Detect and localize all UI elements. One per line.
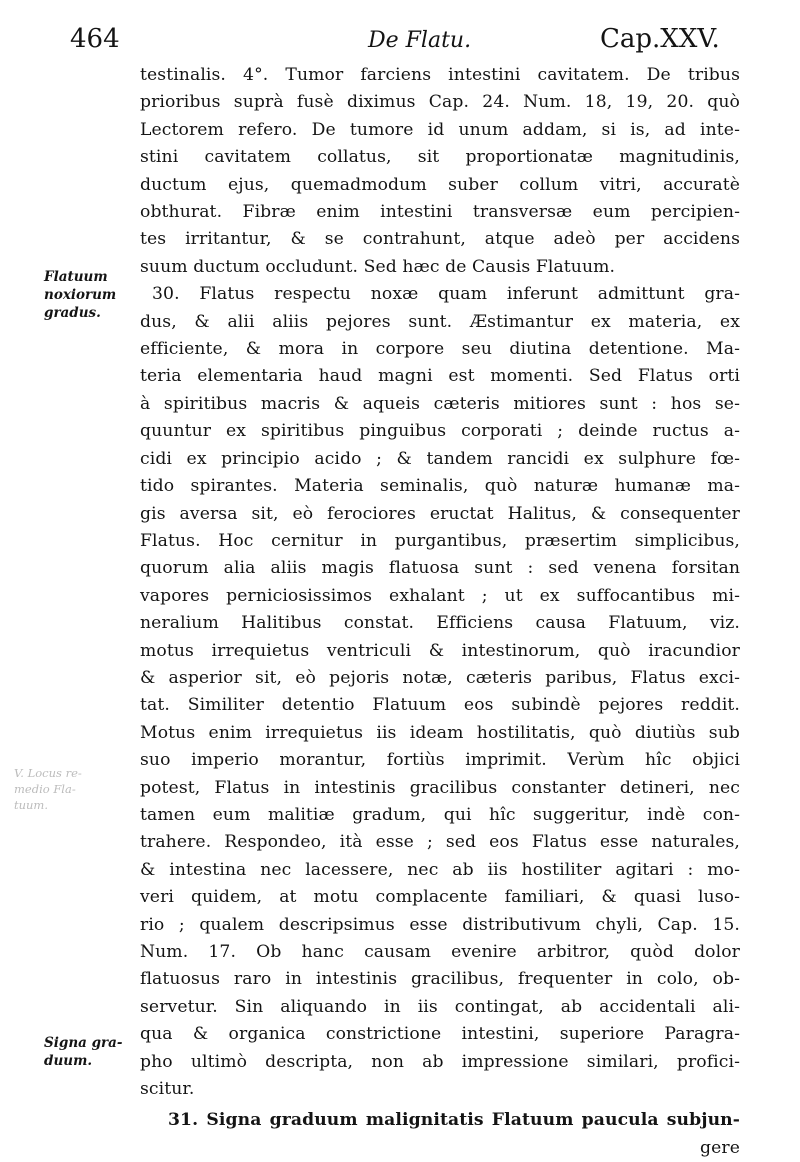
text-line: vapores perniciosissimos exhalant ; ut ex suffocantibus mi- [140, 585, 740, 606]
text-line: scitur. [140, 1079, 195, 1100]
text-line: quuntur ex spiritibus pinguibus corporati ; deinde ructus a- [140, 421, 740, 442]
running-title: De Flatu. [368, 28, 472, 53]
text-line: stini cavitatem collatus, sit proportionatæ magnitudinis, [140, 147, 740, 168]
text-line: suum ductum occludunt. Sed hæc de Causis Flatuum. [140, 256, 616, 277]
text-line: Flatus. Hoc cernitur in purgantibus, præsertim simplicibus, [140, 530, 740, 551]
text-line: à spiritibus macris & aqueis cæteris mitiores sunt : hos se- [140, 393, 740, 414]
text-line: & asperior sit, eò pejoris notæ, cæteris paribus, Flatus exci- [140, 667, 740, 688]
text-line: potest, Flatus in intestinis gracilibus constanter detineri, nec [140, 777, 740, 798]
text-line: tamen eum malitiæ gradum, qui hîc suggeritur, indè con- [140, 804, 740, 825]
text-line: gis aversa sit, eò ferociores eructat Halitus, & consequenter [140, 503, 740, 524]
text-line: Num. 17. Ob hanc causam evenire arbitror, quòd dolor [140, 942, 740, 962]
text-line: efficiente, & mora in corpore seu diutina detentione. Ma- [140, 339, 740, 360]
text-line: tido spirantes. Materia seminalis, quò naturæ humanæ ma- [140, 476, 740, 497]
text-line: Lectorem refero. De tumore id unum addam, si is, ad inte- [140, 119, 740, 140]
text-line: motus irrequietus ventriculi & intestinorum, quò iracundior [140, 640, 740, 661]
text-line: ductum ejus, quemadmodum suber collum vitri, accuratè [140, 174, 740, 195]
text-line: servetur. Sin aliquando in iis contingat, ab accidentali ali- [140, 996, 740, 1017]
text-line: Motus enim irrequietus iis ideam hostilitatis, quò diutiùs sub [140, 722, 740, 743]
margin-note-signa-graduum: Signa gra- duum. [44, 1035, 123, 1069]
body-text [140, 62, 740, 1162]
text-line: neralium Halitibus constat. Efficiens causa Flatuum, viz. [140, 613, 740, 634]
catchword: gere [700, 1137, 740, 1158]
text-line: pho ultimò descripta, non ab impressione similari, profici- [140, 1051, 740, 1072]
text-line: testinalis. 4°. Tumor farciens intestini cavitatem. De tribus [140, 65, 740, 85]
page-number: 464 [70, 24, 120, 54]
text-line: suo imperio morantur, fortiùs imprimit. Verùm hîc objici [140, 750, 740, 771]
paragraph-30-start: 30. Flatus respectu noxæ quam inferunt admittunt gra- [152, 284, 740, 305]
text-line: prioribus suprà fusè diximus Cap. 24. Num. 18, 19, 20. quò [140, 92, 740, 113]
text-line: veri quidem, at motu complacente familiari, & quasi luso- [140, 887, 740, 908]
text-line: obthurat. Fibræ enim intestini transversæ eum percipien- [140, 202, 740, 223]
text-line: flatuosus raro in intestinis gracilibus, frequenter in colo, ob- [140, 969, 740, 990]
text-line: trahere. Respondeo, ità esse ; sed eos Flatus esse naturales, [140, 832, 740, 853]
text-line: & intestina nec lacessere, nec ab iis hostiliter agitari : mo- [140, 859, 740, 880]
text-line: qua & organica constrictione intestini, superiore Paragra- [140, 1024, 740, 1045]
chapter-label: Cap.XXV. [600, 24, 720, 54]
text-line: dus, & alii aliis pejores sunt. Æstimantur ex materia, ex [140, 311, 740, 332]
paragraph-31-start: 31. Signa graduum malignitatis Flatuum paucula subjun- [168, 1110, 740, 1131]
text-line: tes irritantur, & se contrahunt, atque adeò per accidens [140, 229, 740, 250]
faint-margin-note: V. Locus re- medio Fla- tuum. [14, 766, 82, 812]
text-line: tat. Similiter detentio Flatuum eos subindè pejores reddit. [140, 695, 740, 716]
text-line: quorum alia aliis magis flatuosa sunt : sed venena forsitan [140, 558, 740, 579]
text-line: rio ; qualem descripsimus esse distributivum chyli, Cap. 15. [140, 914, 740, 935]
margin-note-flatuum-gradus: Flatuum noxiorum gradus. [44, 269, 117, 321]
text-line: cidi ex principio acido ; & tandem rancidi ex sulphure fœ- [140, 448, 740, 469]
text-line: teria elementaria haud magni est momenti. Sed Flatus orti [140, 366, 740, 387]
